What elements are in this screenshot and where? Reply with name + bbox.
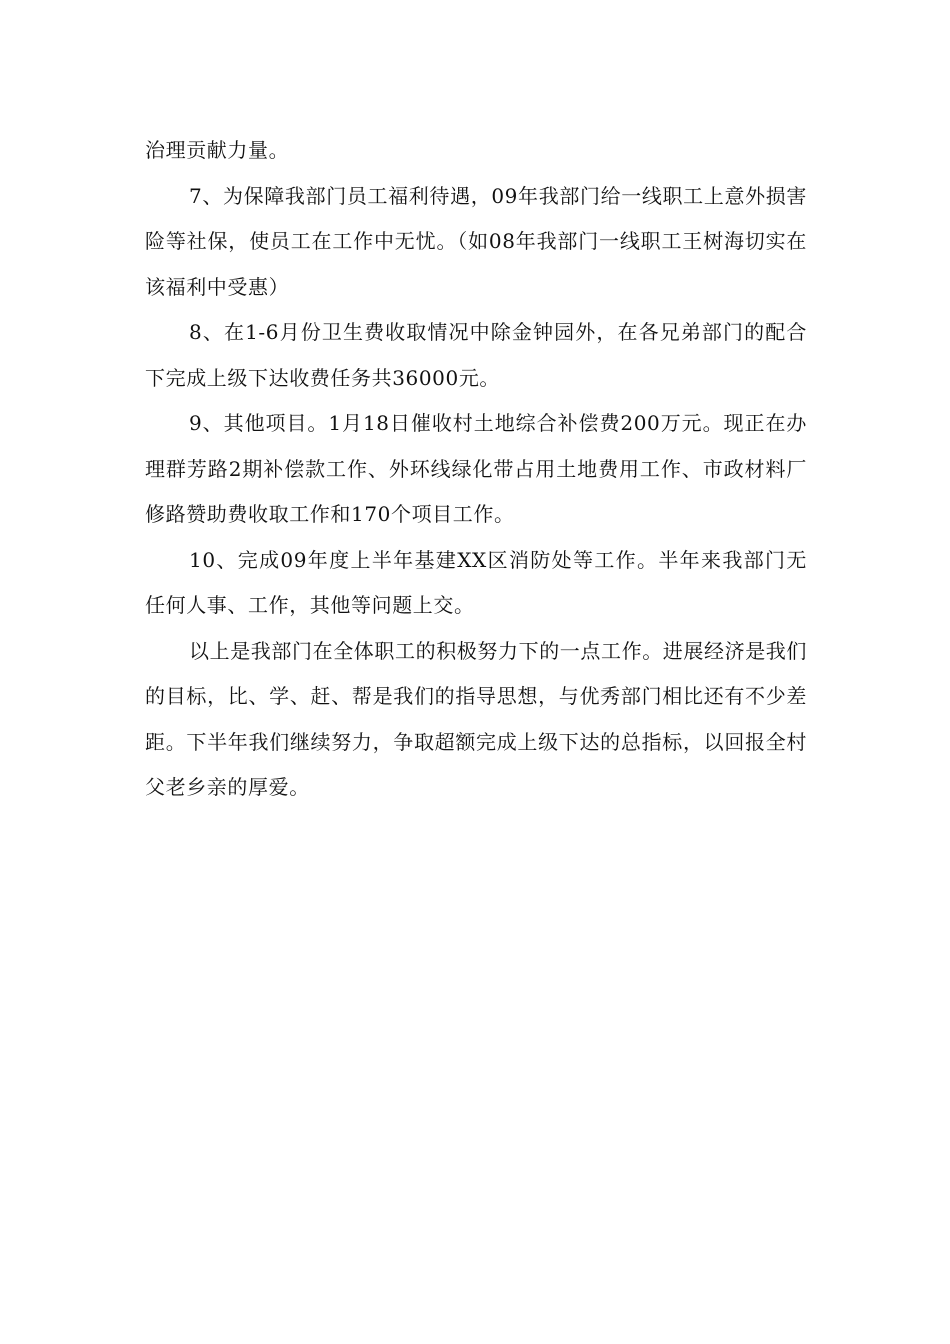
paragraph-item-10: 10、完成09年度上半年基建XX区消防处等工作。半年来我部门无任何人事、工作，其他等问题上交。 [145, 547, 807, 617]
paragraph-item-8: 8、在1-6月份卫生费收取情况中除金钟园外，在各兄弟部门的配合下完成上级下达收费任务共36000元。 [145, 320, 807, 390]
paragraph-item-7: 7、为保障我部门员工福利待遇，09年我部门给一线职工上意外损害险等社保，使员工在工作中无忧。（如08年我部门一线职工王树海切实在该福利中受惠） [145, 183, 807, 299]
paragraph-summary: 以上是我部门在全体职工的积极努力下的一点工作。进展经济是我们的目标，比、学、赶、帮是我们的指导思想，与优秀部门相比还有不少差距。下半年我们继续努力，争取超额完成上级下达的总指标，以回报全村父老乡亲的厚爱。 [145, 638, 807, 799]
paragraph-item-9: 9、其他项目。1月18日催收村土地综合补偿费200万元。现正在办理群芳路2期补偿款工作、外环线绿化带占用土地费用工作、市政材料厂修路赞助费收取工作和170个项目工作。 [145, 411, 807, 526]
document-body [145, 128, 807, 811]
paragraph-continuation: 治理贡献力量。 [145, 138, 290, 162]
